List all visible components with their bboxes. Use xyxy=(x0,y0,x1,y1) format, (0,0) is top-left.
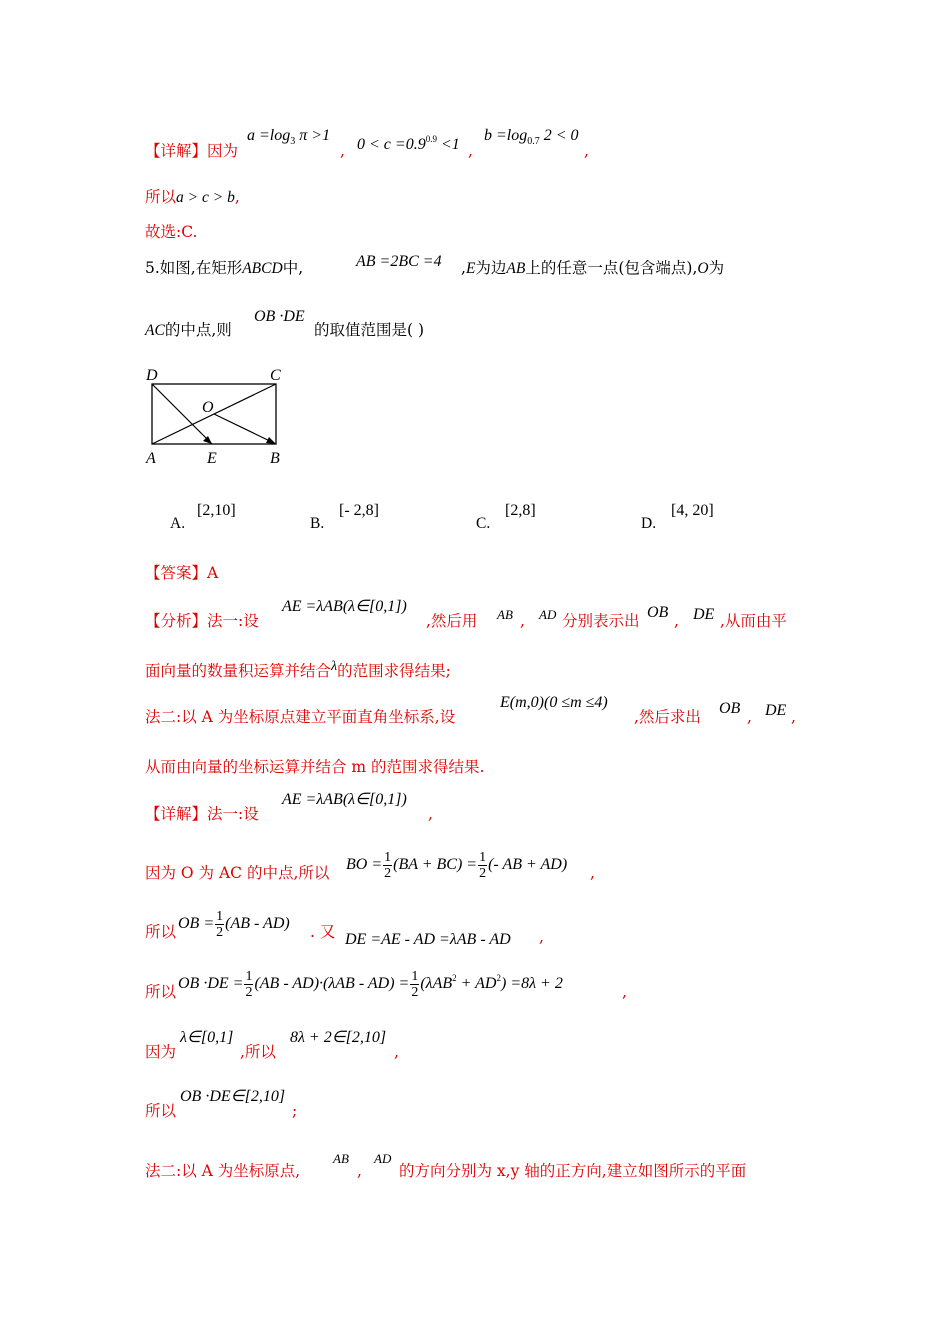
math-8lambda-range: 8λ + 2∈[2,10] xyxy=(290,1029,387,1046)
question-5-line2: AC的中点,则 xyxy=(145,321,232,339)
math-de-expr: DE =AE - AD =λAB - AD xyxy=(345,931,511,948)
detail2-line-4: 所以 xyxy=(145,983,177,1001)
choice-line: 故选:C. xyxy=(145,223,198,241)
detail2-line-2: 因为 O 为 AC 的中点,所以 xyxy=(145,864,330,882)
detail-comma: , xyxy=(622,983,627,1001)
detail-semicolon: ; xyxy=(292,1102,298,1120)
math-dot-product: OB ·DE = $\frac{1}{2}$ (AB - AD)·(λAB - AD) = $\frac{1}{2}$ $(\lambda AB^2 + AD^2) =8\lambda + 2$ xyxy=(178,969,563,1000)
option-d-letter: D. xyxy=(641,515,657,532)
math-lambda-range: λ∈[0,1] xyxy=(180,1029,234,1046)
option-c-range: [2,8] xyxy=(505,502,536,519)
label-c: C xyxy=(270,367,281,384)
detail2-line-7: 法二:以 A 为坐标原点, xyxy=(145,1162,301,1180)
analysis-comma: , xyxy=(520,612,525,630)
math-de: DE xyxy=(765,702,787,719)
question-5-cont: ,E为边AB上的任意一点(包含端点),O为 xyxy=(461,259,725,277)
math-ab: AB xyxy=(497,607,513,622)
label-o: O xyxy=(202,399,214,416)
math-result: OB ·DE∈[2,10] xyxy=(180,1088,286,1105)
math-ae-lambda: AE =λAB(λ∈[0,1]) xyxy=(282,791,407,808)
detail-comma: , xyxy=(539,928,544,946)
analysis-line-4: 从而由向量的坐标运算并结合 m 的范围求得结果. xyxy=(145,758,485,776)
math-de: DE xyxy=(693,606,715,623)
math-ob-de: OB ·DE xyxy=(254,308,305,325)
analysis-text: ,从而由平 xyxy=(720,612,787,630)
analysis-text: ,然后用 xyxy=(426,612,478,630)
option-a-range: [2,10] xyxy=(197,502,236,519)
detail2-line-5: 因为 xyxy=(145,1043,177,1061)
label-a: A xyxy=(146,450,156,467)
math-ae-lambda: AE =λAB(λ∈[0,1]) xyxy=(282,598,407,615)
math-lambda: λ xyxy=(331,659,338,674)
detail2-line-6: 所以 xyxy=(145,1102,177,1120)
detail-comma: , xyxy=(394,1043,399,1061)
detail-line-2: 所以a > c > b, xyxy=(145,188,240,206)
option-b-range: [- 2,8] xyxy=(339,502,379,519)
math-ad: AD xyxy=(539,607,557,622)
label-b: B xyxy=(270,450,280,467)
label-d: D xyxy=(146,367,158,384)
analysis-comma: , xyxy=(747,708,752,726)
question-5: 5.如图,在矩形ABCD中, xyxy=(145,259,304,277)
arrow-de xyxy=(203,436,212,444)
math-ad: AD xyxy=(374,1151,392,1166)
math-bo: BO = $\frac{1}{2}$ (BA + BC) = $\frac{1}{2}$ (- AB + AD) xyxy=(346,850,568,881)
segment-ob xyxy=(214,414,276,444)
analysis-line-3: 法二:以 A 为坐标原点建立平面直角坐标系,设 xyxy=(145,708,456,726)
sep: , xyxy=(468,142,473,160)
detail-text: 因为 xyxy=(207,142,239,160)
math-ob: OB xyxy=(719,700,741,717)
question-5-tail: 的取值范围是( ) xyxy=(314,321,425,339)
detail-text: . 又 xyxy=(310,923,336,941)
analysis-text: ,然后求出 xyxy=(634,708,701,726)
sep: , xyxy=(340,142,345,160)
arrow-ob xyxy=(266,437,276,444)
math-order: a > c > b xyxy=(176,189,235,206)
detail-tag: 【详解】 xyxy=(145,142,208,160)
math-ab: AB xyxy=(333,1151,349,1166)
math-a-log: $a =\log_3$ π >1 xyxy=(247,127,331,147)
detail-comma: , xyxy=(357,1162,362,1180)
option-c-letter: C. xyxy=(476,515,491,532)
detail2-line-1: 【详解】法一:设 xyxy=(145,805,259,823)
label-e: E xyxy=(207,450,217,467)
option-d-range: [4, 20] xyxy=(671,502,714,519)
answer-line: 【答案】A xyxy=(145,564,219,582)
detail-text: 的方向分别为 x,y 轴的正方向,建立如图所示的平面 xyxy=(399,1162,747,1180)
detail2-line-3: 所以 xyxy=(145,923,177,941)
analysis-line-1: 【分析】法一:设 xyxy=(145,612,259,630)
math-ob-half: OB = $\frac{1}{2}$ (AB - AD) xyxy=(178,909,290,940)
math-c: $0 < c =0.9^{0.9} <1$ xyxy=(357,134,460,153)
analysis-comma: , xyxy=(674,612,679,630)
option-a-letter: A. xyxy=(170,515,186,532)
detail-text: ,所以 xyxy=(240,1043,276,1061)
math-ob: OB xyxy=(647,604,669,621)
detail-comma: , xyxy=(428,805,433,823)
analysis-text: 分别表示出 xyxy=(562,612,640,630)
detail-comma: , xyxy=(590,864,595,882)
rectangle-figure xyxy=(140,362,300,472)
math-ab-bc: AB =2BC =4 xyxy=(356,253,442,270)
analysis-comma: , xyxy=(791,708,796,726)
detail-line-1 xyxy=(145,141,238,161)
option-b-letter: B. xyxy=(310,515,325,532)
math-e-m: E(m,0)(0 ≤m ≤4) xyxy=(500,694,608,711)
math-b-log: $b =\log_{0.7}$ 2 < 0 xyxy=(484,127,579,147)
sep: , xyxy=(584,142,589,160)
analysis-line-2: 面向量的数量积运算并结合λ的范围求得结果; xyxy=(145,659,451,680)
